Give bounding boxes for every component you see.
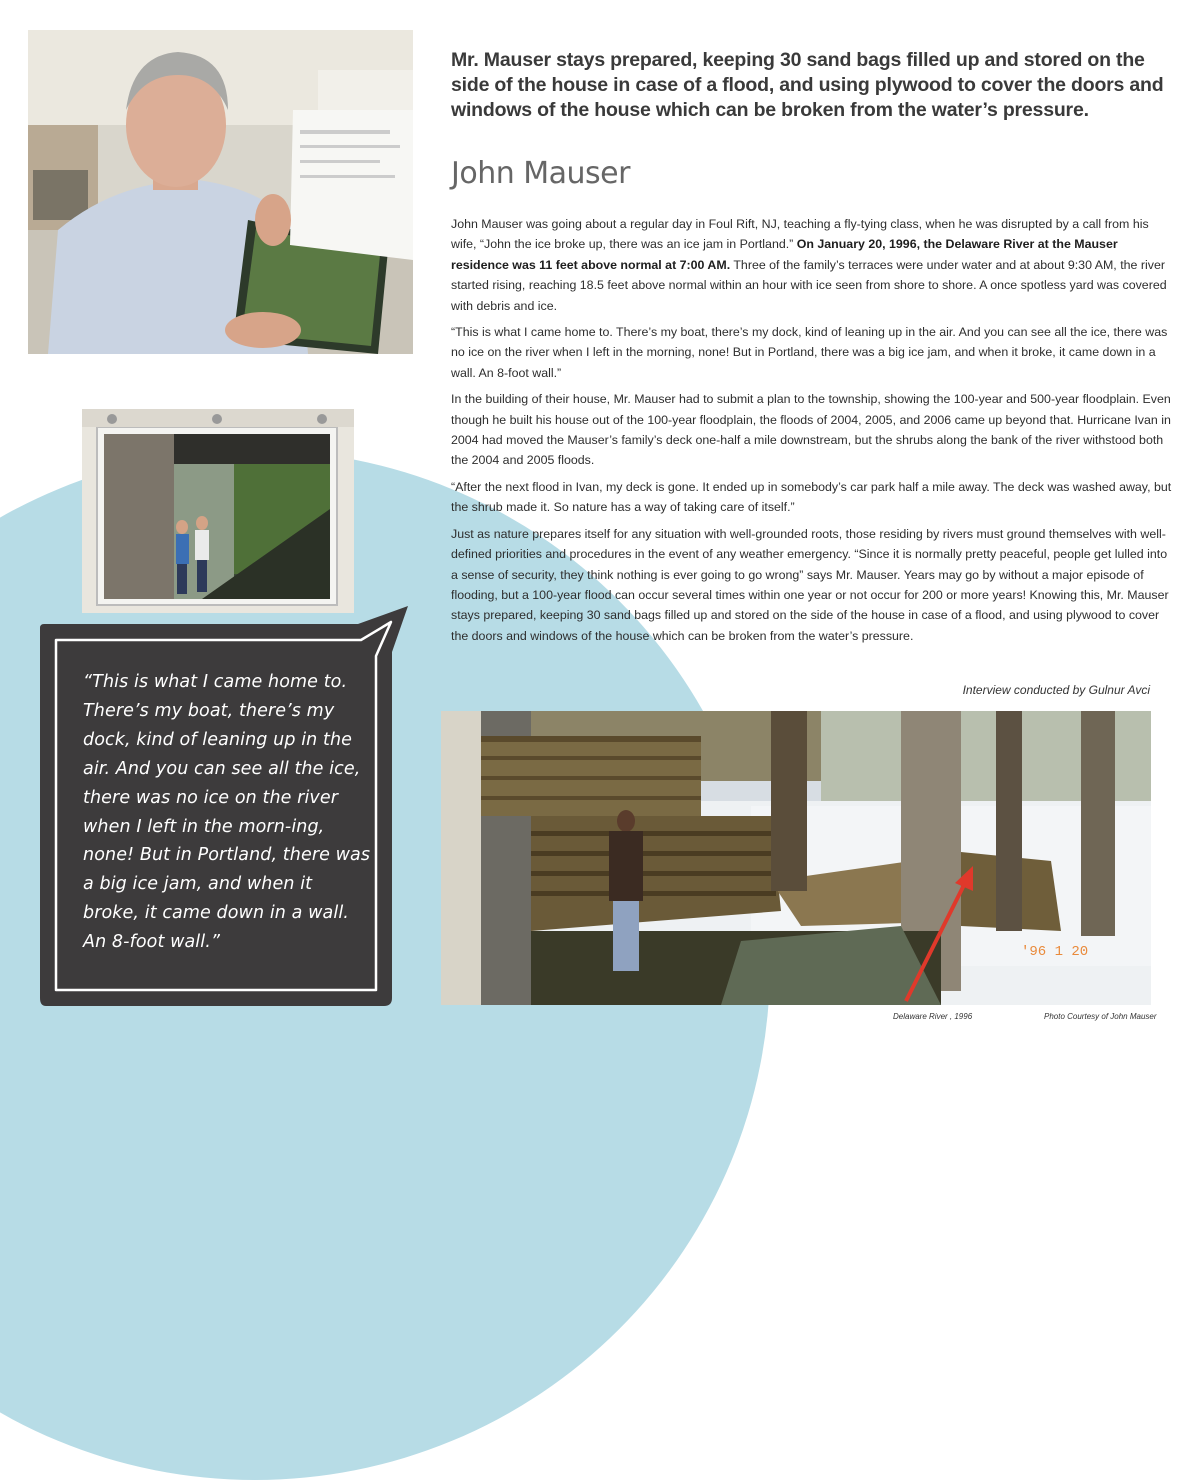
quote-bubble [36,604,412,1010]
article-paragraph-4: “After the next flood in Ivan, my deck is gone. It ended up in somebody’s car park half a mile away. The deck was washed away, but the shrub made it. So nature has a way of taking care of itself.” [451,479,1172,515]
headline: Mr. Mauser stays prepared, keeping 30 sand bags filled up and stored on the side of the house in case of a flood, and using plywood to cover the doors and windows of the house which can be broken from the water’s pressure. [451,49,1164,121]
portrait-photo [28,30,413,354]
interviewee-name: John Mauser [451,156,630,191]
binder-photo [82,409,354,613]
photo-caption-river: Delaware River , 1996 [893,1012,973,1021]
photo-caption-courtesy: Photo Courtesy of John Mauser [1044,1012,1157,1021]
flood-photo [441,711,1151,1005]
article-paragraph-3: In the building of their house, Mr. Mauser had to submit a plan to the township, showing the 100-year and 500-year floodplain. Even though he built his house out of the 100-year floodplain, the floods of 2004, 2005, and 2006 came up beyond that. Hurricane Ivan in 2004 had moved the Mauser’s family’s deck one-half a mile downstream, but the shrubs along the bank of the river withstood both the 2004 and 2005 floods. [451,392,1171,468]
photo-date-stamp: '96 1 20 [1021,944,1089,960]
pull-quote: “This is what I came home to. There’s my boat, there’s my dock, kind of leaning up in the air. And you can see all the ice, there was no ice on the river when I left in the morn-ing, none! But in Portland, there was a big ice jam, and when it broke, it came down in a wall. An 8-foot wall.” [83,672,371,953]
interview-credit: Interview conducted by Gulnur Avci [962,683,1150,697]
article-body [451,214,1173,652]
article-paragraph-1: John Mauser was going about a regular day in Foul Rift, NJ, teaching a fly-tying class, when he was disrupted by a call from his wife, “John the ice broke up, there was an ice jam in Portland.” On January 20, 1996, the Delaware River at the Mauser residence was 11 feet above normal at 7:00 AM. Three of the family’s terraces were under water and at about 9:30 AM, the river started rising, reaching 18.5 feet above normal within an hour with ice seen from shore to shore. A once spotless yard was covered with debris and ice. [451,217,1167,313]
article-paragraph-5: Just as nature prepares itself for any situation with well-grounded roots, those residing by rivers must ground themselves with well-defined priorities and procedures in the event of any weather emergency. “Since it is normally pretty peaceful, people get lulled into a sense of security, they think nothing is ever going to go wrong” says Mr. Mauser. Years may go by without a major episode of flooding, but a 100-year flood can occur several times within one year or not occur for 200 or more years! Knowing this, Mr. Mauser stays prepared, keeping 30 sand bags filled up and stored on the side of the house in case of a flood, and using plywood to cover the doors and windows of the house which can be broken from the water’s pressure. [451,526,1169,643]
article-paragraph-2: “This is what I came home to. There’s my boat, there’s my dock, kind of leaning up in the air. And you can see all the ice, there was no ice on the river when I left in the morning, none! But in Portland, there was a big ice jam, and when it broke, it came down in a wall. An 8-foot wall.” [451,325,1168,380]
